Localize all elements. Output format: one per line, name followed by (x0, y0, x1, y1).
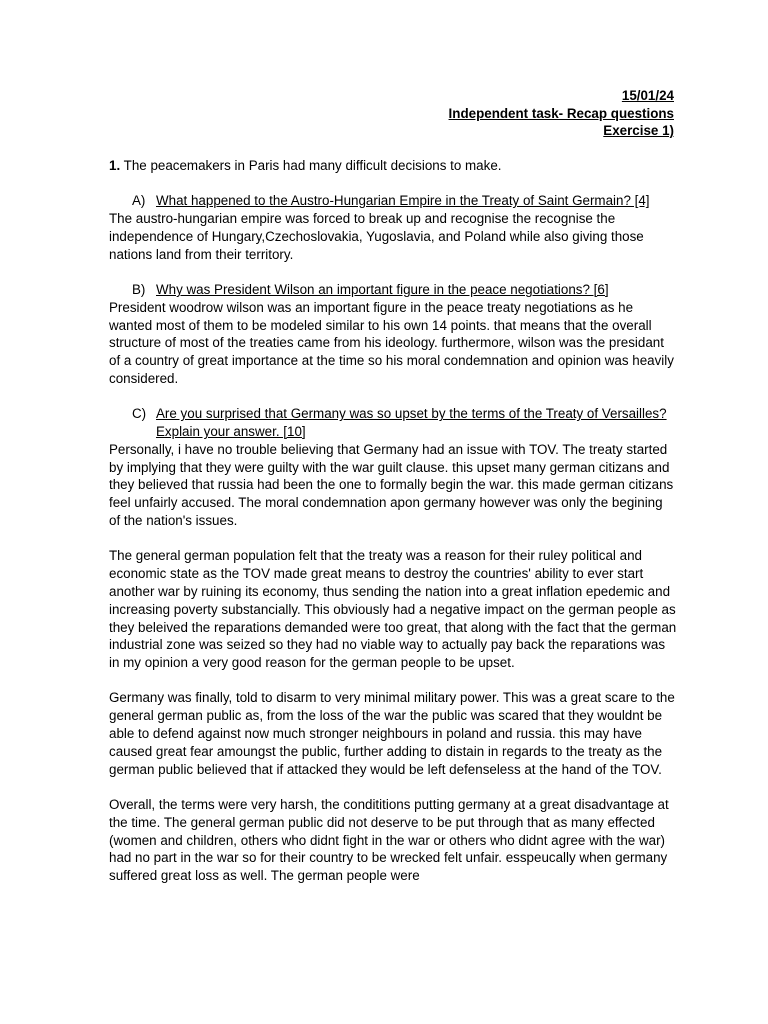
subquestion-a (109, 192, 677, 210)
answer-paragraph: The austro-hungarian empire was forced to break up and recognise the recognise the independence of Hungary,Czechoslovakia, Yugoslavia, and Poland while also giving those nations land from their territory. (109, 211, 644, 262)
answer-paragraph: Germany was finally, told to disarm to very minimal military power. This was a great scare to the general german public as, from the loss of the war the public was scared that they wouldnt be able to defend against now much stronger neighbours in poland and russia. this may have caused great fear amoungst the public, further adding to distain in regards to the treaty as the german public believed that if attacked they would be left defenseless at the hand of the TOV. (109, 690, 675, 777)
answer-paragraph: The general german population felt that the treaty was a reason for their ruley political and economic state as the TOV made great means to destroy the countries' ability to ever start another war by ruining its economy, thus sending the nation into a great inflation epedemic and increasing poverty substancially. This obviously had a negative impact on the german people as they beleived the reparations demanded were too great, that along with the fact that the german industrial zone was seized so they had no viable way to actually pay back the reparations was in my opinion a very good reason for the german people to be upset. (109, 548, 677, 671)
subquestion-letter: C) (132, 406, 147, 422)
answer-paragraph: Overall, the terms were very harsh, the condititions putting germany at a great disadvantage at the time. The general german public did not deserve to be put through that as many effected (women and children, others who didnt fight in the war or others who didnt agree with the war) had no part in the war so for their country to be wrecked felt unfair. esspeucally when germany suffered great loss as well. The german people were (109, 796, 669, 884)
document-header (449, 87, 674, 140)
subquestion-letter: B) (132, 281, 146, 297)
subquestion-letter: A) (132, 193, 146, 209)
subquestion-c (109, 405, 677, 441)
question-number: 1. (109, 158, 121, 173)
subquestion-text: Why was President Wilson an important figure in the peace negotiations? [6] (156, 281, 609, 297)
answer-paragraph: President woodrow wilson was an important figure in the peace treaty negotiations as he wanted most of them to be modeled similar to his own 14 points. that means that the overall structure of most of the treaties came from his ideology. furthermore, wilson was the presidant of a country of great importance at the time so his moral condemnation and opinion was heavily considered. (109, 299, 674, 386)
exercise-label: Exercise 1) (603, 123, 674, 138)
document-body (109, 157, 677, 902)
subquestion-b (109, 281, 677, 299)
date: 15/01/24 (621, 88, 674, 103)
subquestion-text: What happened to the Austro-Hungarian Empire in the Treaty of Saint Germain? [4] (156, 193, 650, 209)
subquestion-text: Are you surprised that Germany was so upset by the terms of the Treaty of Versailles? Explain your answer. [10] (156, 406, 667, 440)
question-text: The peacemakers in Paris had many difficult decisions to make. (120, 158, 502, 173)
answer-paragraph: Personally, i have no trouble believing that Germany had an issue with TOV. The treaty started by implying that they were guilty with the war guilt clause. this upset many german citizans and they believed that russia had been the one to formally begin the war. this made german citizans feel unfairly accused. The moral condemnation apon germany however was only the begining of the nation's issues. (109, 441, 674, 529)
question-intro (109, 157, 677, 175)
task-title: Independent task- Recap questions (448, 105, 674, 121)
